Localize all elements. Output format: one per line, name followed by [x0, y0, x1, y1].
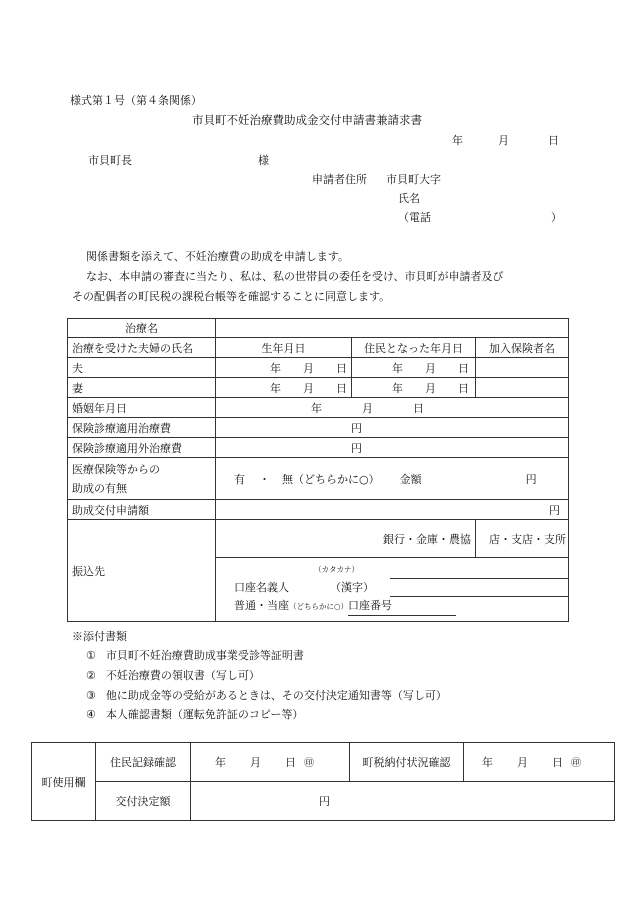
treatment-name-label: 治療名	[68, 319, 216, 338]
addressee-honorific: 様	[258, 154, 269, 167]
table-row	[68, 338, 569, 358]
branch-name-field[interactable]: 店・支店・支所	[476, 520, 569, 558]
other-aid-field[interactable]: 有 ・ 無（どちらかに○） 金額 円	[216, 458, 569, 500]
application-table	[67, 318, 569, 622]
form-title: 市貝町不妊治療費助成金交付申請書兼請求書	[192, 113, 422, 127]
table-row	[68, 378, 569, 398]
resident-record-check-date-field[interactable]: 年 月 日 ㊞	[191, 743, 350, 782]
table-row	[68, 438, 569, 458]
wife-birth-date-field[interactable]: 年 月 日	[216, 378, 352, 398]
other-aid-yes-option[interactable]: 有	[234, 472, 245, 486]
date-month: 月	[498, 134, 509, 147]
office-use-label: 町使用欄	[32, 743, 96, 821]
seal-icon: ㊞	[304, 758, 314, 769]
form-number: 様式第１号（第４条関係）	[70, 94, 202, 107]
applicant-phone-close: ）	[551, 211, 562, 224]
resident-record-check-label: 住民記録確認	[96, 743, 191, 782]
husband-label: 夫	[68, 358, 216, 378]
wife-insurer-field[interactable]	[476, 378, 569, 398]
husband-residency-date-field[interactable]: 年 月 日	[352, 358, 476, 378]
insurer-header: 加入保険者名	[476, 338, 569, 358]
table-row	[68, 418, 569, 438]
table-row	[68, 358, 569, 378]
consent-paragraph-1: 関係書類を添えて、不妊治療費の助成を申請します。	[86, 250, 349, 263]
seal-icon: ㊞	[571, 758, 581, 769]
account-details-field[interactable]: （カタカナ） 口座名義人 （漢字） 普通・当座（どちらかに○）口座番号	[216, 558, 569, 622]
residency-date-header: 住民となった年月日	[352, 338, 476, 358]
table-row	[68, 458, 569, 500]
applicant-name-label: 氏名	[398, 192, 420, 205]
treatment-name-field[interactable]	[216, 319, 569, 338]
attachment-item: ④ 本人確認書類（運転免許証のコピー等）	[86, 708, 304, 721]
husband-insurer-field[interactable]	[476, 358, 569, 378]
insured-cost-field[interactable]: 円	[216, 418, 569, 438]
husband-birth-date-field[interactable]: 年 月 日	[216, 358, 352, 378]
grant-amount-label: 交付決定額	[96, 782, 191, 821]
attachments-heading: ※添付書類	[72, 630, 127, 643]
transfer-to-label: 振込先	[68, 520, 216, 622]
birth-date-header: 生年月日	[216, 338, 352, 358]
table-row	[32, 782, 615, 821]
wife-label: 妻	[68, 378, 216, 398]
applicant-address-label: 申請者住所	[312, 173, 367, 186]
other-aid-no-option[interactable]: 無（どちらかに○）	[282, 472, 380, 486]
attachment-item: ① 市貝町不妊治療費助成事業受診等証明書	[86, 649, 304, 662]
consent-paragraph-2-line2: その配偶者の町民税の課税台帳等を確認することに同意します。	[72, 290, 391, 303]
uninsured-cost-label: 保険診療適用外治療費	[68, 438, 216, 458]
other-aid-label: 医療保険等からの 助成の有無	[68, 458, 216, 500]
bank-name-field[interactable]: 銀行・金庫・農協	[216, 520, 476, 558]
insured-cost-label: 保険診療適用治療費	[68, 418, 216, 438]
tax-status-check-date-field[interactable]: 年 月 日 ㊞	[464, 743, 615, 782]
applicant-address-field[interactable]: 市貝町大字	[386, 173, 441, 186]
table-row	[68, 520, 569, 558]
marriage-date-label: 婚姻年月日	[68, 398, 216, 418]
tax-status-check-label: 町税納付状況確認	[350, 743, 464, 782]
grant-amount-field[interactable]: 円	[191, 782, 615, 821]
wife-residency-date-field[interactable]: 年 月 日	[352, 378, 476, 398]
applicant-phone-open: （電話	[398, 211, 431, 224]
requested-amount-label: 助成交付申請額	[68, 500, 216, 520]
office-use-table	[31, 742, 615, 821]
consent-paragraph-2-line1: なお、本申請の審査に当たり、私は、私の世帯員の委任を受け、市貝町が申請者及び	[86, 270, 504, 283]
table-row	[32, 743, 615, 782]
uninsured-cost-field[interactable]: 円	[216, 438, 569, 458]
table-row	[68, 500, 569, 520]
table-row	[68, 319, 569, 338]
requested-amount-field[interactable]: 円	[216, 500, 569, 520]
date-year: 年	[452, 134, 463, 147]
table-row	[68, 398, 569, 418]
addressee: 市貝町長	[88, 154, 132, 167]
attachment-item: ③ 他に助成金等の受給があるときは、その交付決定通知書等（写し可）	[86, 689, 447, 702]
marriage-date-field[interactable]: 年 月 日	[216, 398, 569, 418]
date-day: 日	[548, 134, 559, 147]
couple-name-header: 治療を受けた夫婦の氏名	[68, 338, 216, 358]
attachment-item: ② 不妊治療費の領収書（写し可）	[86, 669, 260, 682]
